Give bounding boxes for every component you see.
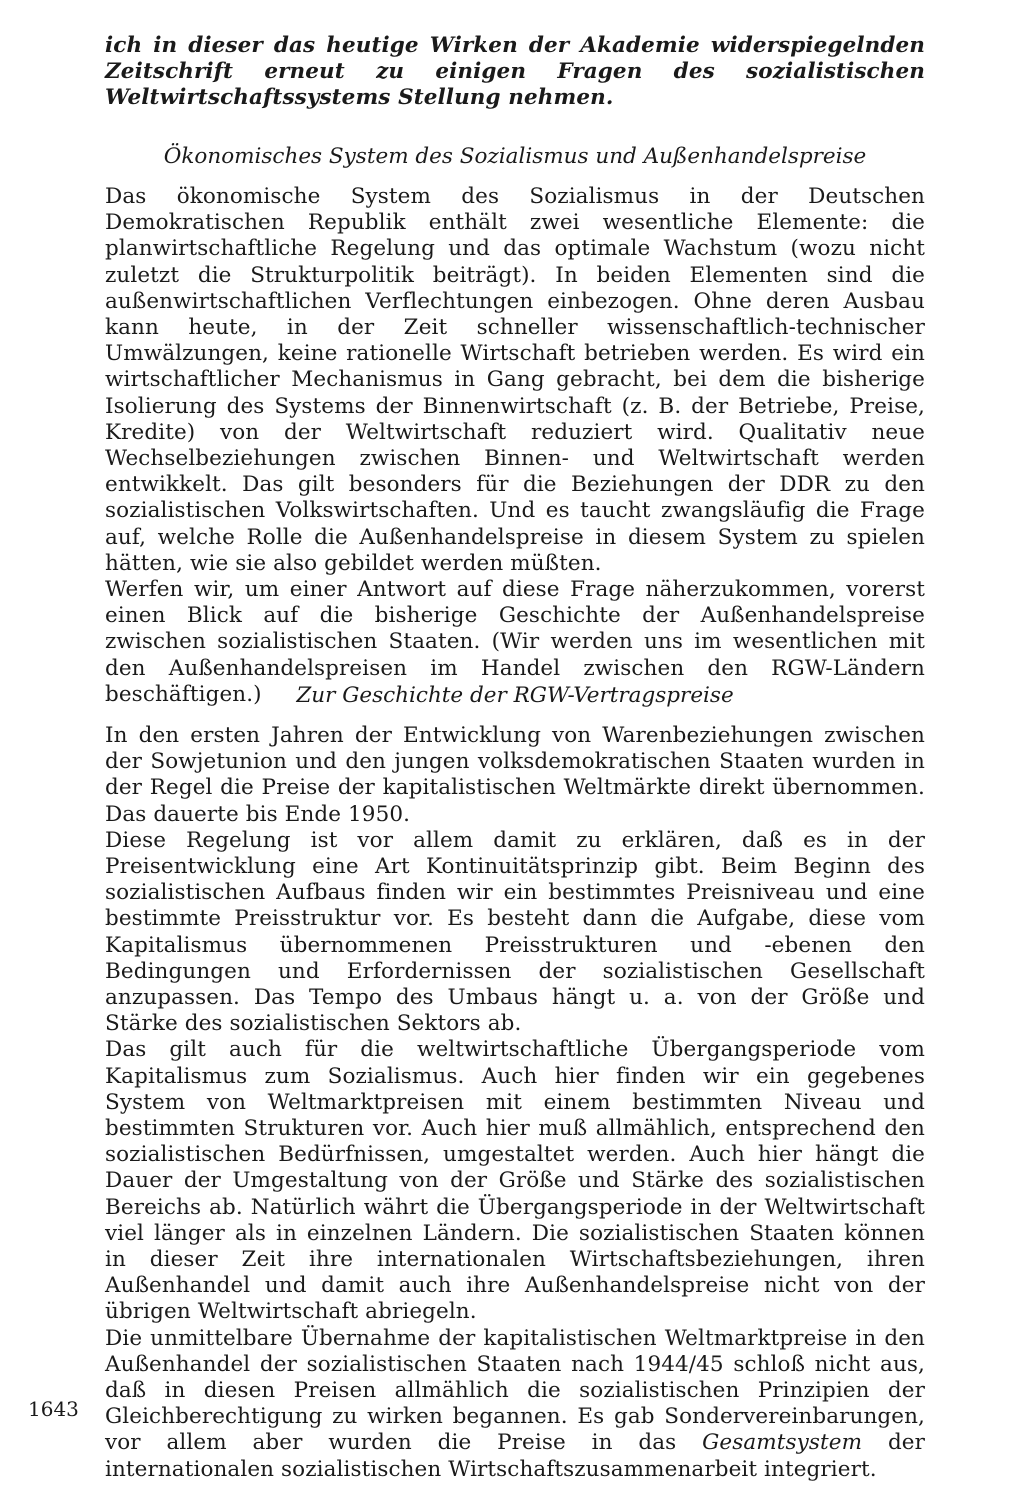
text-run: der internationalen sozialistischen Wirtschaftszusammenarbeit integriert. bbox=[105, 1430, 926, 1482]
page-number: 1643 bbox=[28, 1397, 79, 1421]
section-heading-economic-system: Ökonomisches System des Sozialismus und Außenhandelspreise bbox=[163, 144, 867, 169]
paragraph: In den ersten Jahren der Entwicklung von Warenbeziehungen zwischen der Sowjetunion und den jungen volksdemokratischen Staaten wurden in der Regel die Preise der kapitalistischen Weltmärkte direkt übernommen. Das dauerte bis Ende 1950. bbox=[105, 723, 925, 827]
section-heading-rgw-history: Zur Geschichte der RGW-Vertragspreise bbox=[296, 683, 734, 708]
emphasized-term: Gesamtsystem bbox=[702, 1430, 863, 1456]
section-body-economic-system bbox=[105, 184, 925, 708]
text-run: Die unmittelbare Übernahme der kapitalistischen Weltmarktpreise in den Außenhandel der sozialistischen Staaten nach 1944/45 schloß nicht aus, daß in diesen Preisen allmählich die sozialistischen Prinzipien der Gleichberechtigung zu wirken begannen. Es gab Sondervereinbarungen, vor allem aber wurden die Preise in das bbox=[105, 1325, 925, 1456]
paragraph: Diese Regelung ist vor allem damit zu erklären, daß es in der Preisentwicklung eine Art Kontinuitätsprinzip gibt. Beim Beginn des sozialistischen Aufbaus finden wir ein bestimmtes Preisniveau und eine bestimmte Preisstruktur vor. Es besteht dann die Aufgabe, diese vom Kapitalismus übernommenen Preisstrukturen und -ebenen den Bedingungen und Erfordernissen der sozialistischen Gesellschaft anzupassen. Das Tempo des Umbaus hängt u. a. von der Größe und Stärke des sozialistischen Sektors ab. bbox=[105, 827, 925, 1037]
paragraph: Das gilt auch für die weltwirtschaftliche Übergangsperiode vom Kapitalismus zum Sozialismus. Auch hier finden wir ein gegebenes System von Weltmarktpreisen mit einem bestimmten Niveau und bestimmten Strukturen vor. Auch hier muß allmählich, entsprechend den sozialistischen Bedürfnissen, umgestaltet werden. Auch hier hängt die Dauer der Umgestaltung von der Größe und Stärke des sozialistischen Bereichs ab. Natürlich währt die Übergangsperiode in der Weltwirtschaft viel länger als in einzelnen Ländern. Die sozialistischen Staaten können in dieser Zeit ihre internationalen Wirtschaftsbeziehungen, ihren Außenhandel und damit auch ihre Außenhandelspreise nicht von der übrigen Weltwirtschaft abriegeln. bbox=[105, 1037, 925, 1325]
paragraph: Das ökonomische System des Sozialismus in der Deutschen Demokratischen Republik enthält zwei wesentliche Elemente: die planwirtschaftliche Regelung und das optimale Wachstum (wozu nicht zuletzt die Strukturpolitik beiträgt). In beiden Elementen sind die außenwirtschaftlichen Verflechtungen einbezogen. Ohne deren Ausbau kann heute, in der Zeit schneller wissenschaftlich-technischer Umwälzungen, keine rationelle Wirtschaft betrieben werden. Es wird ein wirtschaftlicher Mechanismus in Gang gebracht, bei dem die bisherige Isolierung des Systems der Binnenwirtschaft (z. B. der Betriebe, Preise, Kredite) von der Weltwirtschaft reduziert wird. Qualitativ neue Wechselbeziehungen zwischen Binnen- und Weltwirtschaft werden entwikkelt. Das gilt besonders für die Beziehungen der DDR zu den sozialistischen Volkswirtschaften. Und es taucht zwangsläufig die Frage auf, welche Rolle die Außenhandelspreise in diesem System zu spielen hätten, wie sie also gebildet werden müßten. bbox=[105, 184, 925, 576]
intro-text: ich in dieser das heutige Wirken der Akademie widerspiegelnden Zeitschrift erneut zu einigen Fragen des sozialistischen Weltwirtschaftssystems Stellung nehmen. bbox=[105, 33, 925, 111]
section-body-rgw-history bbox=[105, 723, 925, 1483]
paragraph bbox=[105, 1326, 925, 1483]
intro-paragraph bbox=[105, 33, 925, 112]
paragraph: Werfen wir, um einer Antwort auf diese Frage näherzukommen, vorerst einen Blick auf die bisherige Geschichte der Außenhandelspreise zwischen sozialistischen Staaten. (Wir werden uns im wesentlichen mit den Außenhandelspreisen im Handel zwischen den RGW-Ländern beschäftigen.) bbox=[105, 577, 925, 707]
